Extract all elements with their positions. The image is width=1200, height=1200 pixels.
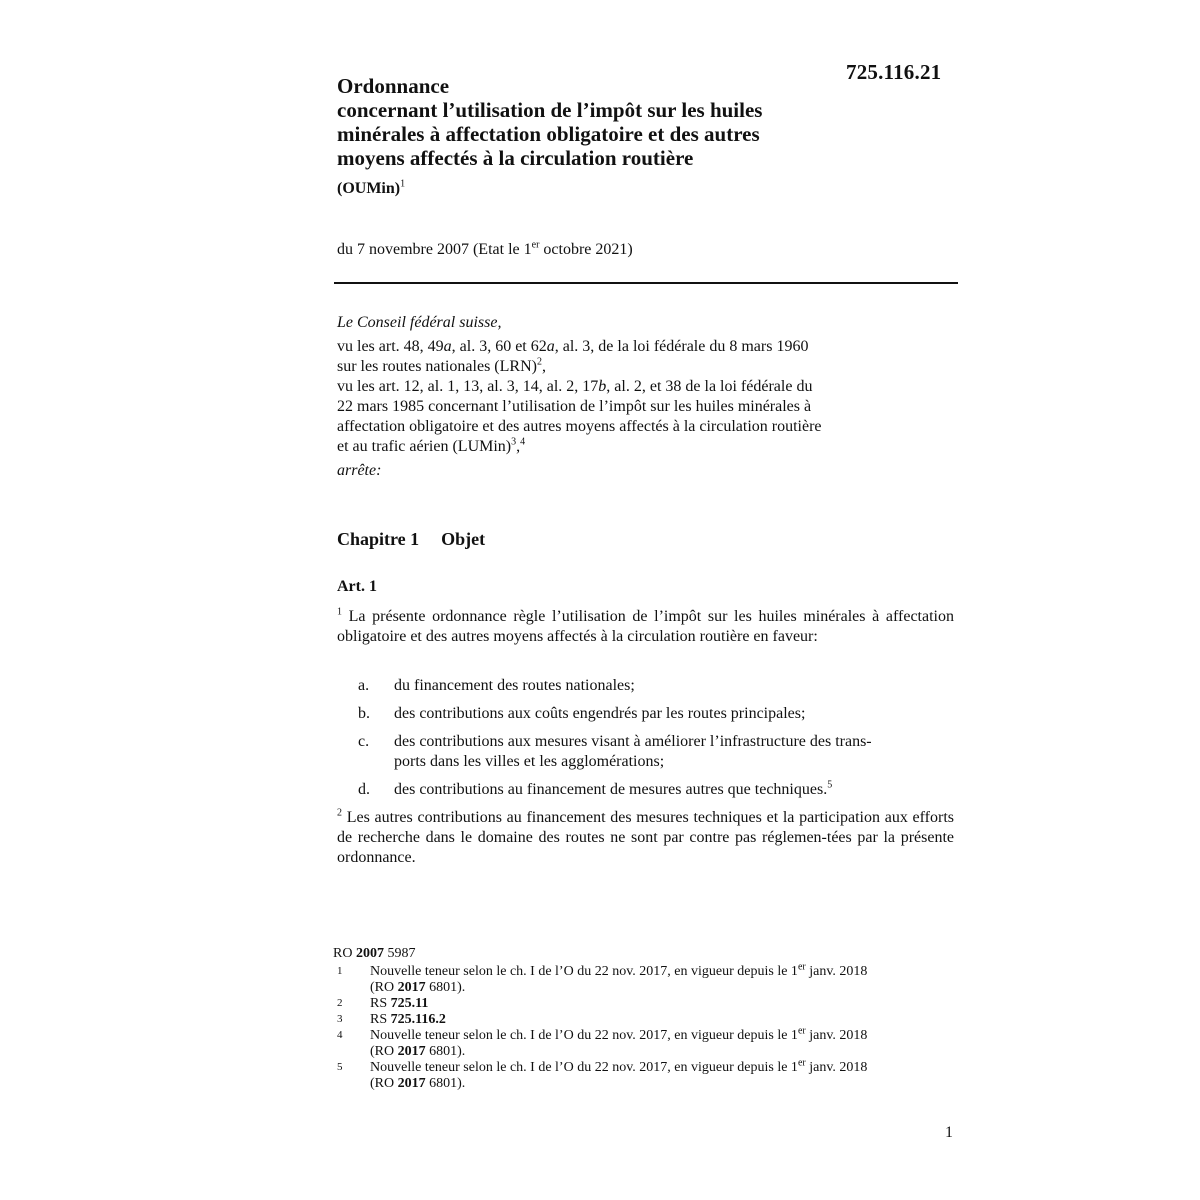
vu1-c: , al. 3, de la loi fédérale du 8 mars 1960	[554, 338, 809, 355]
item-letter: b.	[358, 705, 370, 722]
preamble-council: Le Conseil fédéral suisse,	[337, 314, 502, 331]
item-text-line-2: ports dans les villes et les agglomérations;	[394, 753, 665, 770]
ro-prefix: RO	[333, 946, 356, 961]
date-suffix: octobre 2021)	[539, 241, 633, 258]
footnote-ref-4[interactable]: 4	[520, 436, 526, 448]
chapter-title: Objet	[441, 529, 486, 549]
footnote-number: 5	[337, 1061, 343, 1073]
fn-sup: er	[797, 1025, 806, 1037]
footnote-ref-5[interactable]: 5	[827, 779, 833, 791]
sr-number: 725.116.21	[846, 60, 942, 84]
footnote-4	[333, 1025, 953, 1060]
fn-ro-post: 6801).	[425, 980, 466, 995]
vu1-end: ,	[541, 358, 546, 375]
list-item	[358, 676, 954, 696]
date-line	[337, 241, 633, 259]
fn-ro-pre: (RO	[370, 1044, 398, 1059]
footnote-number: 1	[337, 965, 343, 977]
fn-bold: 725.116.2	[390, 1012, 446, 1027]
fn-post: janv. 2018	[805, 1060, 868, 1075]
header-divider	[334, 282, 958, 284]
footnote-number: 4	[337, 1029, 343, 1041]
item-letter: c.	[358, 733, 370, 750]
article-paragraph-2	[337, 808, 954, 868]
list-item	[358, 704, 954, 724]
title-line-3: minérales à affectation obligatoire et des autres	[337, 122, 760, 146]
fn-ro-post: 6801).	[425, 1044, 466, 1059]
title-line-2: concernant l’utilisation de l’impôt sur les huiles	[337, 98, 763, 122]
vu2-sep: ,	[516, 438, 521, 455]
ro-reference	[333, 946, 953, 962]
fn-pre: RS	[370, 1012, 391, 1027]
footnote-number: 2	[337, 997, 343, 1009]
item-text: du financement des routes nationales;	[394, 677, 635, 694]
fn-post: janv. 2018	[805, 1028, 868, 1043]
fn-ro-post: 6801).	[425, 1076, 466, 1091]
fn-ro-year: 2017	[397, 1076, 426, 1091]
footnote-1	[333, 961, 953, 996]
list-item	[358, 780, 954, 800]
abbreviation-text: (OUMin)	[337, 180, 401, 197]
vu2-a-it: b	[598, 378, 607, 395]
chapter-heading	[337, 529, 485, 550]
fn-bold: 725.11	[390, 996, 429, 1011]
ro-year: 2007	[355, 946, 384, 961]
vu2-b: , al. 2, et 38 de la loi fédérale du	[606, 378, 813, 395]
fn-ro-pre: (RO	[370, 980, 398, 995]
vu1-b: , al. 3, 60 et 62	[451, 338, 547, 355]
vu2-c: 22 mars 1985 concernant l’utilisation de l’impôt sur les huiles minérales à	[337, 398, 812, 415]
footnote-text	[370, 996, 953, 1012]
preamble-arrete: arrête:	[337, 462, 382, 479]
fn-sup: er	[797, 1057, 806, 1069]
footnote-2	[333, 996, 953, 1012]
article-title: Art. 1	[337, 578, 377, 595]
footnote-text	[370, 1057, 953, 1092]
page-number: 1	[945, 1124, 953, 1141]
footnote-ref-2[interactable]: 2	[536, 356, 542, 368]
item-text	[394, 780, 954, 800]
vu1-a-it: a	[443, 338, 452, 355]
vu2-e: et au trafic aérien (LUMin)	[337, 438, 512, 455]
item-text: des contributions aux coûts engendrés par les routes principales;	[394, 705, 806, 722]
title-abbreviation	[337, 180, 405, 198]
document-title	[337, 74, 857, 170]
footnote-text	[370, 1012, 953, 1028]
item-letter: a.	[358, 677, 370, 694]
article-paragraph-1	[337, 607, 954, 647]
vu1-d: sur les routes nationales (LRN)	[337, 358, 537, 375]
chapter-number: Chapitre 1	[337, 529, 420, 549]
footnote-5	[333, 1057, 953, 1092]
preamble-vu-2	[337, 377, 897, 457]
title-line-4: moyens affectés à la circulation routière	[337, 146, 694, 170]
vu2-d: affectation obligatoire et des autres moyens affectés à la circulation routière	[337, 418, 822, 435]
fn-pre: RS	[370, 996, 391, 1011]
item-text-body: des contributions au financement de mesures autres que techniques.	[394, 781, 828, 798]
date-prefix: du 7 novembre 2007 (Etat le 1	[337, 241, 532, 258]
list-item	[358, 732, 954, 772]
paragraph-number-2: 2	[337, 807, 342, 819]
vu2-a: vu les art. 12, al. 1, 13, al. 3, 14, al. 2, 17	[337, 378, 599, 395]
vu1-a: vu les art. 48, 49	[337, 338, 444, 355]
paragraph-number-1: 1	[337, 606, 342, 618]
ro-page: 5987	[383, 946, 416, 961]
fn-post: janv. 2018	[805, 964, 868, 979]
fn-sup: er	[797, 961, 806, 973]
footnote-text	[370, 1025, 953, 1060]
date-sup: er	[531, 239, 540, 251]
item-text	[394, 732, 954, 772]
item-letter: d.	[358, 781, 370, 798]
preamble	[337, 313, 897, 481]
footnote-text	[370, 961, 953, 996]
footnote-ref-3[interactable]: 3	[511, 436, 517, 448]
footnote-number: 3	[337, 1013, 343, 1025]
preamble-vu-1	[337, 337, 897, 377]
title-line-1: Ordonnance	[337, 74, 450, 98]
paragraph-1-text: La présente ordonnance règle l’utilisation de l’impôt sur les huiles minérales à affectation obligatoire et des autres moyens affectés à la circulation routière en faveur:	[337, 608, 954, 645]
footnote-3	[333, 1012, 953, 1028]
vu1-b-it: a	[546, 338, 555, 355]
footnotes	[333, 946, 953, 1092]
fn-pre: Nouvelle teneur selon le ch. I de l’O du 22 nov. 2017, en vigueur depuis le 1	[370, 1060, 798, 1075]
fn-pre: Nouvelle teneur selon le ch. I de l’O du 22 nov. 2017, en vigueur depuis le 1	[370, 964, 798, 979]
footnote-ref-1[interactable]: 1	[400, 178, 406, 190]
item-text-line-1: des contributions aux mesures visant à améliorer l’infrastructure des trans-	[394, 733, 872, 750]
fn-ro-pre: (RO	[370, 1076, 398, 1091]
fn-pre: Nouvelle teneur selon le ch. I de l’O du 22 nov. 2017, en vigueur depuis le 1	[370, 1028, 798, 1043]
fn-ro-year: 2017	[397, 980, 426, 995]
paragraph-2-text: Les autres contributions au financement des mesures techniques et la participation aux efforts de recherche dans le domaine des routes ne sont par contre pas réglemen-tées par la présente ordonnance.	[337, 809, 955, 866]
article-item-list	[358, 676, 954, 808]
fn-ro-year: 2017	[397, 1044, 426, 1059]
